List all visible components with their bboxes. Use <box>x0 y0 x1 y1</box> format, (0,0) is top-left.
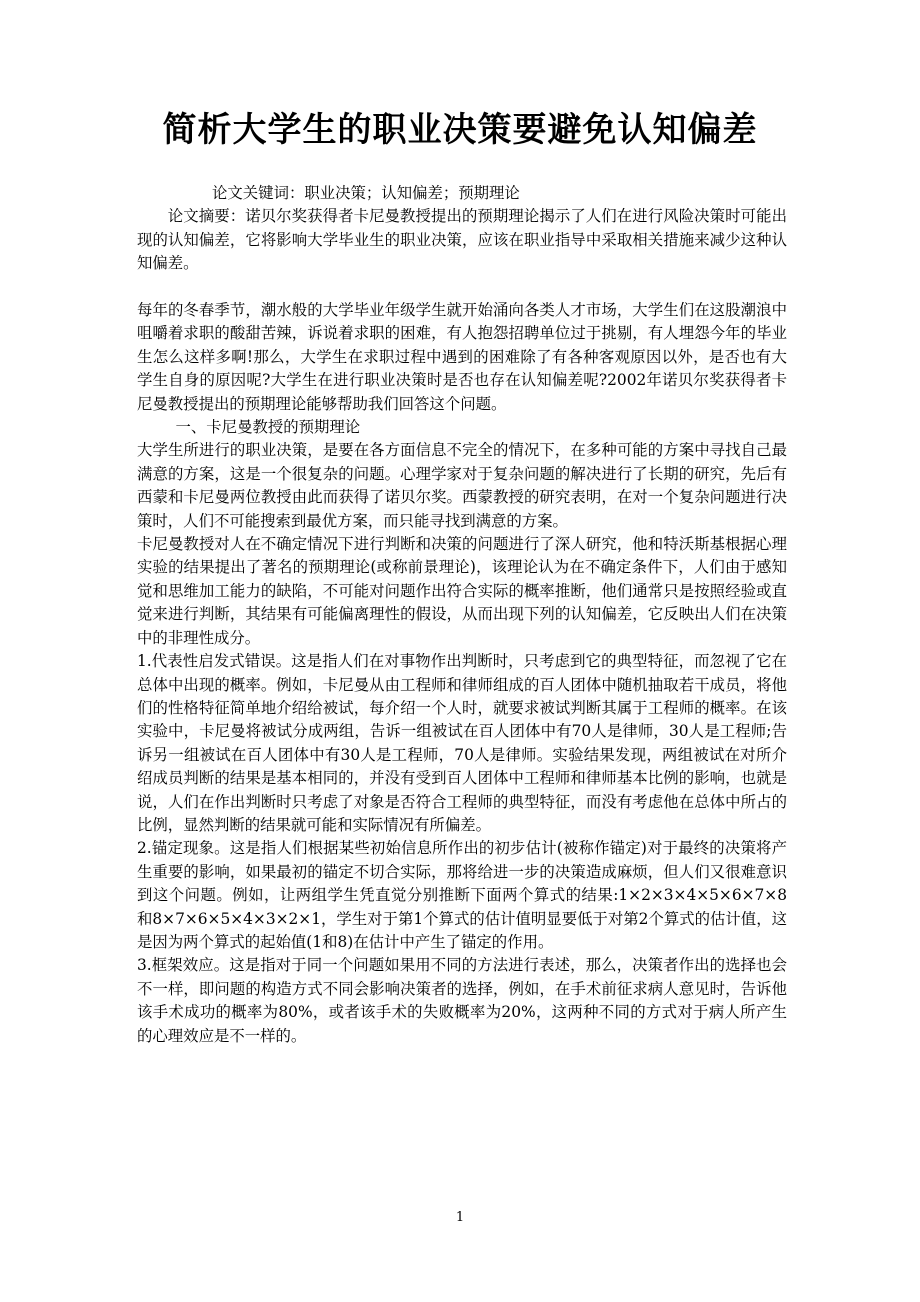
page-number: 1 <box>455 1210 465 1225</box>
paragraph-spacer <box>137 276 787 299</box>
abstract-paragraph: 论文摘要：诺贝尔奖获得者卡尼曼教授提出的预期理论揭示了人们在进行风险决策时可能出现的认知偏差，它将影响大学毕业生的职业决策，应该在职业指导中采取相关措施来减少这种认知偏差。 <box>137 207 787 273</box>
list-item-anchoring: 2.锚定现象。这是指人们根据某些初始信息所作出的初步估计(被称作锚定)对于最终的决策将产生重要的影响，如果最初的锚定不切合实际，那将给进一步的决策造成麻烦，但人们又很难意识到这个问题。例如，让两组学生凭直觉分别推断下面两个算式的结果:1×2×3×4×5×6×7×8和8×7×6×5×4×3×2×1，学生对于第1个算式的估计值明显要低于对第2个算式的估计值，这是因为两个算式的起始值(1和8)在估计中产生了锚定的作用。 <box>137 839 787 951</box>
document-title: 简析大学生的职业决策要避免认知偏差 <box>162 110 758 150</box>
section-heading: 一、卡尼曼教授的预期理论 <box>175 418 361 437</box>
list-item-representativeness: 1.代表性启发式错误。这是指人们在对事物作出判断时，只考虑到它的典型特征，而忽视了它在总体中出现的概率。例如，卡尼曼从由工程师和律师组成的百人团体中随机抽取若干成员，将他们的性格特征简单地介绍给被试，每介绍一个人时，就要求被试判断其属于工程师的概率。在该实验中，卡尼曼将被试分成两组，告诉一组被试在百人团体中有70人是律师，30人是工程师;告诉另一组被试在百人团体中有30人是工程师，70人是律师。实验结果发现，两组被试在对所介绍成员判断的结果是基本相同的，并没有受到百人团体中工程师和律师基本比例的影响，也就是说，人们在作出判断时只考虑了对象是否符合工程师的典型特征，而没有考虑他在总体中所占的比例，显然判断的结果就可能和实际情况有所偏差。 <box>137 652 787 834</box>
intro-paragraph: 每年的冬春季节，潮水般的大学毕业年级学生就开始涌向各类人才市场，大学生们在这股潮浪中咀嚼着求职的酸甜苦辣，诉说着求职的困难，有人抱怨招聘单位过于挑剔，有人埋怨今年的毕业生怎么这样多啊!那么，大学生在求职过程中遇到的困难除了有各种客观原因以外，是否也有大学生自身的原因呢?大学生在进行职业决策时是否也存在认知偏差呢?2002年诺贝尔奖获得者卡尼曼教授提出的预期理论能够帮助我们回答这个问题。 <box>137 301 787 413</box>
body-paragraph: 卡尼曼教授对人在不确定情况下进行判断和决策的问题进行了深人研究，他和特沃斯基根据心理实验的结果提出了著名的预期理论(或称前景理论)，该理论认为在不确定条件下，人们由于感知觉和思维加工能力的缺陷，不可能对问题作出符合实际的概率推断，他们通常只是按照经验或直觉来进行判断，其结果有可能偏离理性的假设，从而出现下列的认知偏差，它反映出人们在决策中的非理性成分。 <box>137 535 787 647</box>
keywords-line: 论文关键词：职业决策；认知偏差；预期理论 <box>212 184 520 202</box>
list-item-framing: 3.框架效应。这是指对于同一个问题如果用不同的方法进行表述，那么，决策者作出的选择也会不一样，即问题的构造方式不同会影响决策者的选择，例如，在手术前征求病人意见时，告诉他该手术成功的概率为80%，或者该手术的失败概率为20%，这两种不同的方式对于病人所产生的心理效应是不一样的。 <box>137 956 787 1045</box>
body-paragraph: 大学生所进行的职业决策，是要在各方面信息不完全的情况下，在多种可能的方案中寻找自己最满意的方案，这是一个很复杂的问题。心理学家对于复杂问题的解决进行了长期的研究，先后有西蒙和卡尼曼两位教授由此而获得了诺贝尔奖。西蒙教授的研究表明，在对一个复杂问题进行决策时，人们不可能搜索到最优方案，而只能寻找到满意的方案。 <box>137 441 787 530</box>
document-body <box>137 182 787 1048</box>
